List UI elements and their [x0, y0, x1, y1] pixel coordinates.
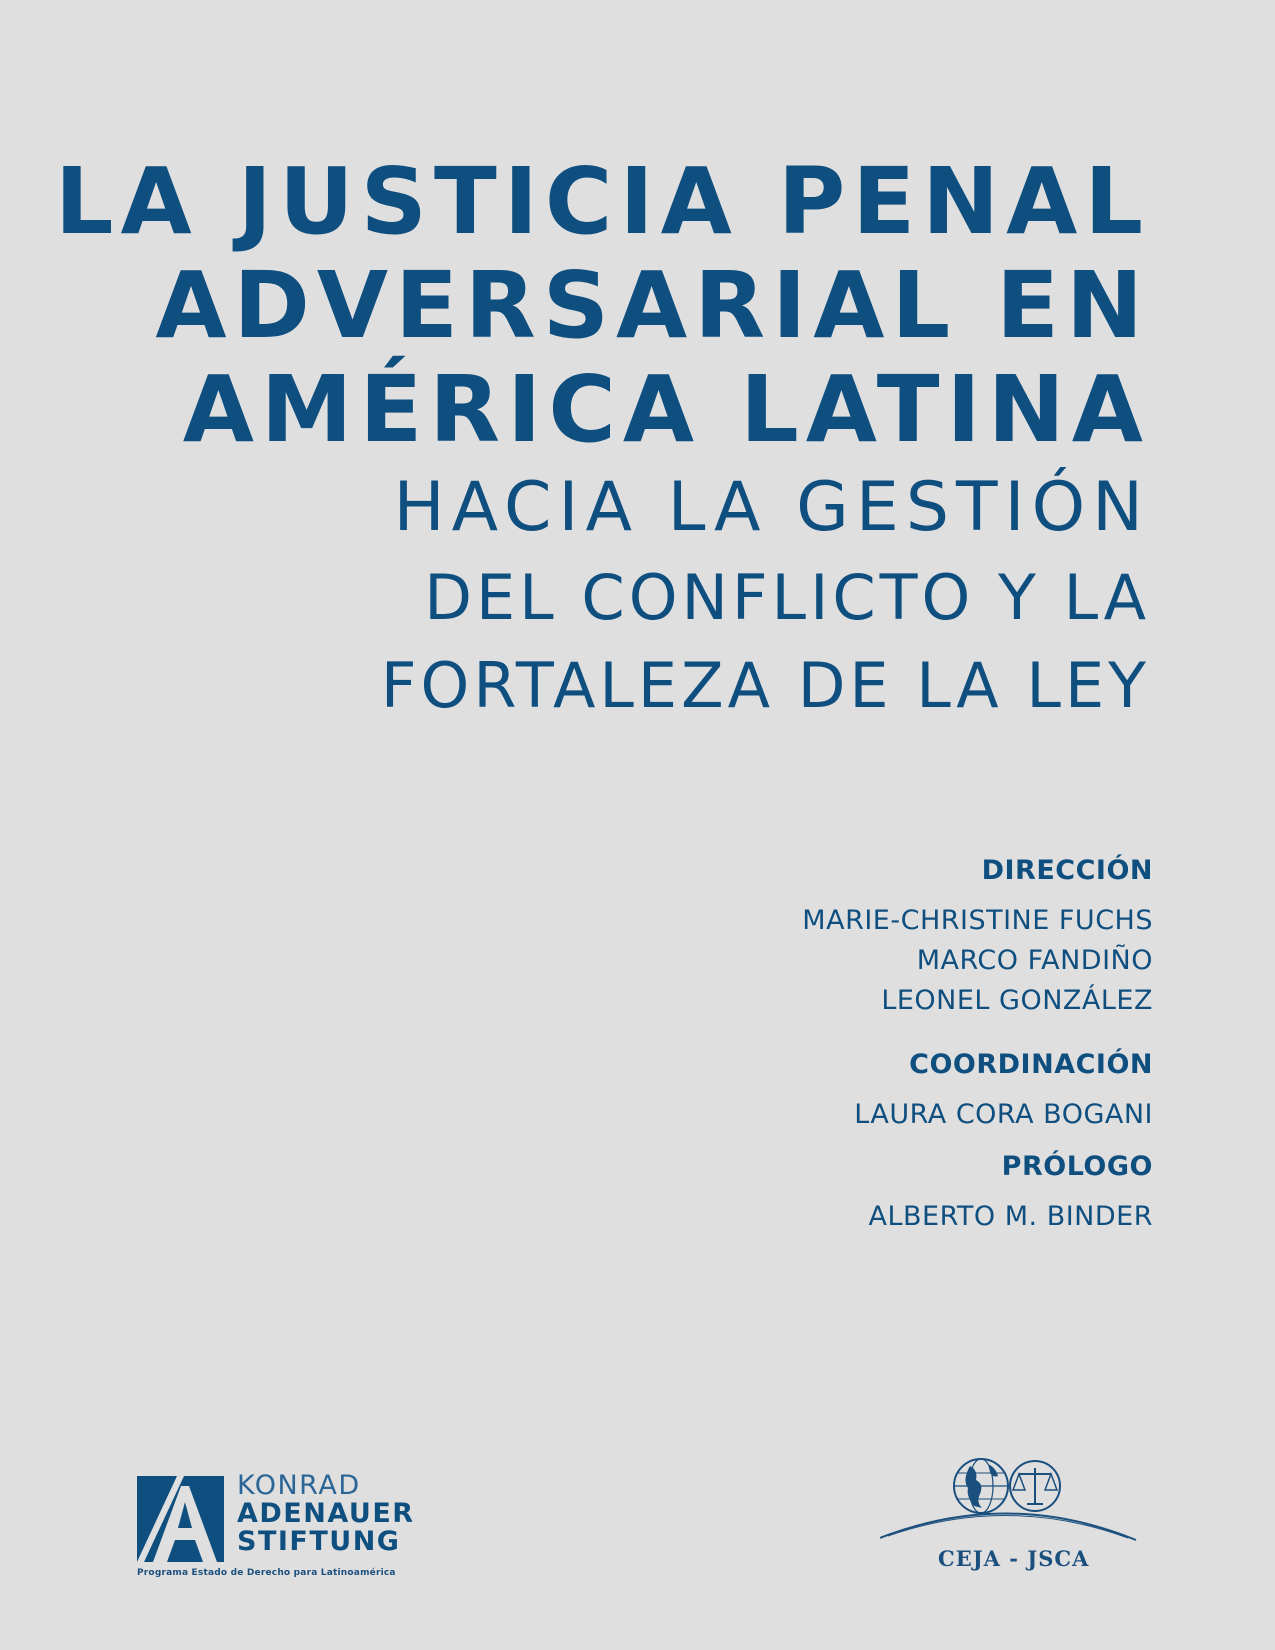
scales-of-justice-icon [1010, 1461, 1060, 1511]
title-block [55, 150, 1150, 730]
kas-line-2: ADENAUER [237, 1498, 415, 1529]
credit-name: LEONEL GONZÁLEZ [881, 985, 1153, 1016]
subtitle-line-3: FORTALEZA DE LA LEY [380, 649, 1150, 722]
ceja-text: CEJA - JSCA [938, 1546, 1090, 1571]
kas-a-icon [137, 1476, 224, 1562]
credit-heading: DIRECCIÓN [981, 855, 1153, 886]
credit-group-coordinacion [802, 1047, 1153, 1135]
credit-heading: PRÓLOGO [1001, 1151, 1153, 1182]
subtitle-line-1: HACIA LA GESTIÓN [393, 468, 1150, 547]
globe-icon [954, 1459, 1008, 1513]
ceja-emblem [880, 1448, 1140, 1548]
kas-logo [137, 1470, 437, 1586]
kas-line-1: KONRAD [237, 1470, 361, 1501]
title-line-1: LA JUSTICIA PENAL [54, 148, 1150, 255]
credit-group-direccion [802, 853, 1153, 1021]
subtitle-line-2: DEL CONFLICTO Y LA [424, 561, 1150, 634]
title-line-3: AMÉRICA LATINA [182, 356, 1150, 463]
kas-line-3: STIFTUNG [237, 1526, 401, 1557]
title-line-2: ADVERSARIAL EN [155, 252, 1150, 359]
credit-name: MARIE-CHRISTINE FUCHS [802, 905, 1153, 936]
kas-wordmark [237, 1472, 415, 1556]
credit-name: ALBERTO M. BINDER [868, 1201, 1153, 1232]
credit-group-prologo [802, 1149, 1153, 1237]
credit-name: MARCO FANDIÑO [916, 945, 1153, 976]
kas-tagline: Programa Estado de Derecho para Latinoamérica [137, 1568, 396, 1578]
credit-name: LAURA CORA BOGANI [854, 1099, 1153, 1130]
ceja-logo [880, 1448, 1140, 1578]
credits [802, 853, 1153, 1251]
credit-heading: COORDINACIÓN [909, 1049, 1153, 1080]
